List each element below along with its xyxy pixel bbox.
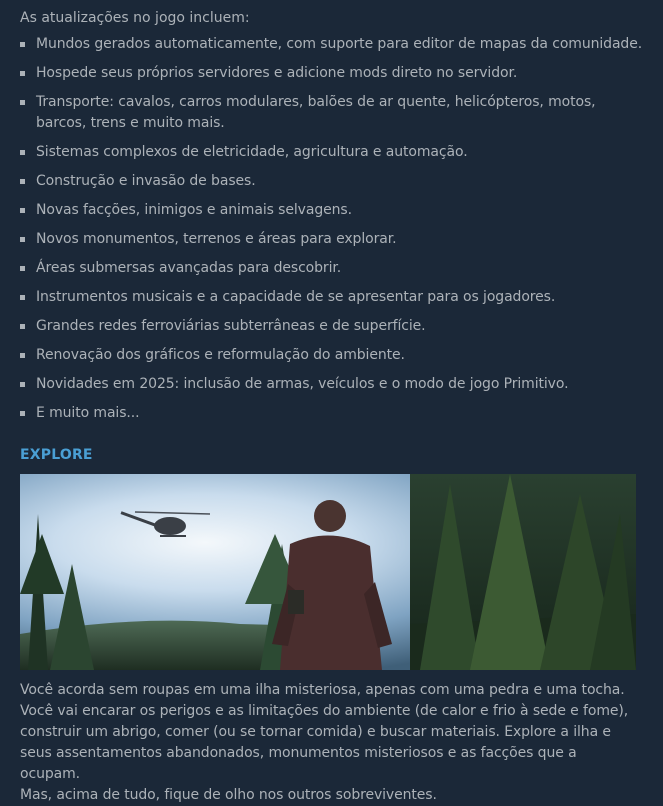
feature-list [20, 34, 644, 424]
feature-text: Transporte: cavalos, carros modulares, balões de ar quente, helicópteros, motos, barcos, trens e muito mais. [36, 94, 596, 131]
feature-item [20, 229, 644, 250]
updates-intro: As atualizações no jogo incluem: [20, 10, 250, 26]
bullet-icon [20, 411, 25, 416]
bullet-icon [20, 382, 25, 387]
feature-text: Áreas submersas avançadas para descobrir. [36, 260, 342, 276]
feature-text: Sistemas complexos de eletricidade, agricultura e automação. [36, 144, 468, 160]
bullet-icon [20, 71, 25, 76]
bullet-icon [20, 150, 25, 155]
explore-description [20, 680, 640, 806]
explore-screenshot [20, 474, 636, 670]
bullet-icon [20, 208, 25, 213]
feature-text: Renovação dos gráficos e reformulação do ambiente. [36, 347, 405, 363]
bullet-icon [20, 42, 25, 47]
feature-text: E muito mais... [36, 405, 140, 421]
feature-item [20, 92, 644, 134]
feature-item [20, 287, 644, 308]
feature-text: Hospede seus próprios servidores e adicione mods direto no servidor. [36, 65, 518, 81]
bullet-icon [20, 100, 25, 105]
section-title-explore: EXPLORE [20, 447, 93, 463]
bullet-icon [20, 266, 25, 271]
feature-item [20, 171, 644, 192]
feature-text: Novos monumentos, terrenos e áreas para explorar. [36, 231, 397, 247]
feature-item [20, 34, 644, 55]
feature-item [20, 200, 644, 221]
feature-text: Instrumentos musicais e a capacidade de se apresentar para os jogadores. [36, 289, 556, 305]
feature-item [20, 142, 644, 163]
feature-item [20, 316, 644, 337]
feature-item [20, 374, 644, 395]
feature-text: Construção e invasão de bases. [36, 173, 256, 189]
store-description [20, 0, 644, 806]
bullet-icon [20, 295, 25, 300]
feature-text: Novas facções, inimigos e animais selvagens. [36, 202, 352, 218]
feature-text: Novidades em 2025: inclusão de armas, veículos e o modo de jogo Primitivo. [36, 376, 569, 392]
bullet-icon [20, 324, 25, 329]
feature-text: Grandes redes ferroviárias subterrâneas e de superfície. [36, 318, 426, 334]
feature-item [20, 403, 644, 424]
explore-scene-image [20, 474, 636, 670]
bullet-icon [20, 237, 25, 242]
bullet-icon [20, 353, 25, 358]
feature-item [20, 345, 644, 366]
feature-text: Mundos gerados automaticamente, com suporte para editor de mapas da comunidade. [36, 36, 643, 52]
bullet-icon [20, 179, 25, 184]
feature-item [20, 63, 644, 84]
feature-item [20, 258, 644, 279]
description-paragraph: Você acorda sem roupas em uma ilha misteriosa, apenas com uma pedra e uma tocha. Você vai encarar os perigos e as limitações do ambiente (de calor e frio à sede e fome), construir um abrigo, comer (ou se tornar comida) e buscar materiais. Explore a ilha e seus assentamentos abandonados, monumentos misteriosos e as facções que a ocupam. [20, 682, 629, 782]
description-paragraph: Mas, acima de tudo, fique de olho nos outros sobreviventes. [20, 787, 437, 803]
